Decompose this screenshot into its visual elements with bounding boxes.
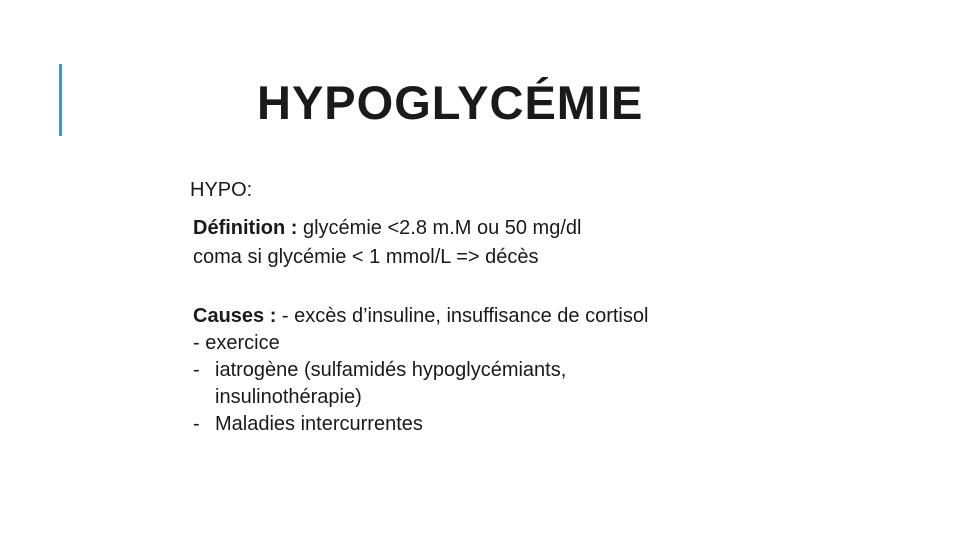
causes-line-3-text: iatrogène (sulfamidés hypoglycémiants, [215,359,567,381]
slide-title: HYPOGLYCÉMIE [257,76,644,129]
list-bullet: - [193,359,200,381]
causes-line-2: - exercice [193,332,280,354]
causes-line-1 [193,302,648,329]
causes-line-3 [193,356,648,383]
causes-line-4 [193,383,648,410]
causes-line-4-text: insulinothérapie) [215,386,362,408]
causes-line-5 [193,410,648,437]
title-accent-bar [59,64,62,136]
definition-term: Définition : [193,217,298,239]
causes-text: - excès d’insuline, insuffisance de cortisol [276,305,649,327]
slide-subtitle: HYPO: [190,179,253,201]
definition-text: glycémie <2.8 m.M ou 50 mg/dl [297,217,582,239]
causes-term: Causes : [193,305,277,327]
definition-line-2: coma si glycémie < 1 mmol/L => décès [193,246,539,268]
definition-line-1 [193,214,581,243]
list-bullet: - [193,413,200,435]
causes-block [193,302,648,437]
definition-block [193,214,581,272]
causes-line-5-text: Maladies intercurrentes [215,413,423,435]
